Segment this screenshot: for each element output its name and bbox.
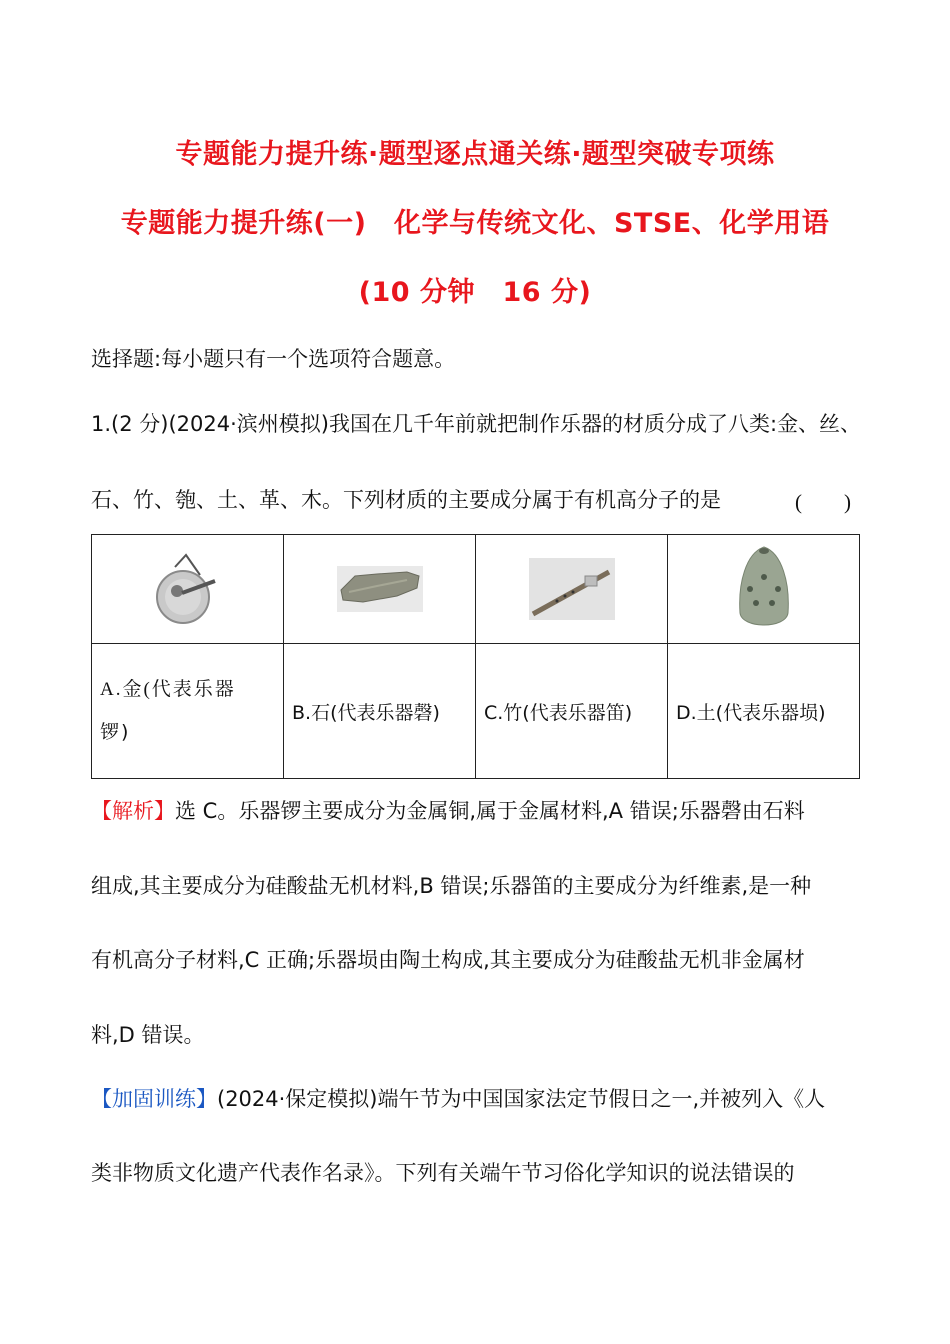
option-a[interactable] (92, 644, 284, 779)
reinforce-line1 (91, 1083, 825, 1113)
option-a-label-line1: A.金(代表乐器 (100, 679, 236, 701)
option-d-label: D.土(代表乐器埙) (676, 701, 826, 724)
options-table (91, 534, 860, 779)
series-title: 专题能力提升练·题型逐点通关练·题型突破专项练 (175, 139, 775, 170)
xun-image (734, 543, 794, 635)
option-d[interactable] (668, 644, 860, 779)
option-b-image-cell (284, 535, 476, 644)
reinforce-text-line1: (2024·保定模拟)端午节为中国国家法定节假日之一,并被列入《人 (217, 1087, 826, 1111)
question-stem-line2: 石、竹、匏、土、革、木。下列材质的主要成分属于有机高分子的是 (91, 488, 721, 512)
analysis-line1 (91, 795, 805, 825)
option-c-image-cell (476, 535, 668, 644)
option-b[interactable] (284, 644, 476, 779)
option-a-label-line2: 锣) (100, 721, 131, 744)
flute-image (529, 558, 615, 620)
analysis-line3: 有机高分子材料,C 正确;乐器埙由陶土构成,其主要成分为硅酸盐无机非金属材 (91, 948, 805, 972)
gong-image (153, 553, 223, 625)
topic-title: 专题能力提升练(一) 化学与传统文化、STSE、化学用语 (120, 208, 830, 239)
option-d-image-cell (668, 535, 860, 644)
time-score-title: (10 分钟 16 分) (358, 277, 592, 308)
options-image-row (92, 535, 860, 644)
reinforce-line2: 类非物质文化遗产代表作名录》。下列有关端午节习俗化学知识的说法错误的 (91, 1161, 795, 1185)
analysis-text-line1: 选 C。乐器锣主要成分为金属铜,属于金属材料,A 错误;乐器磬由石料 (175, 799, 805, 823)
option-b-label: B.石(代表乐器磬) (292, 701, 440, 724)
option-a-image-cell (92, 535, 284, 644)
question-stem-line1: 1.(2 分)(2024·滨州模拟)我国在几千年前就把制作乐器的材质分成了八类:金、丝、 (91, 412, 862, 436)
analysis-tag: 【解析】 (91, 799, 175, 823)
chime-stone-image (337, 566, 423, 612)
analysis-line2: 组成,其主要成分为硅酸盐无机材料,B 错误;乐器笛的主要成分为纤维素,是一种 (91, 874, 812, 898)
section-intro: 选择题:每小题只有一个选项符合题意。 (91, 347, 456, 371)
answer-blank: ( ) (795, 490, 851, 514)
options-label-row (92, 644, 860, 779)
option-c[interactable] (476, 644, 668, 779)
reinforce-tag: 【加固训练】 (91, 1087, 217, 1111)
analysis-line4: 料,D 错误。 (91, 1023, 205, 1047)
option-c-label: C.竹(代表乐器笛) (484, 701, 633, 724)
